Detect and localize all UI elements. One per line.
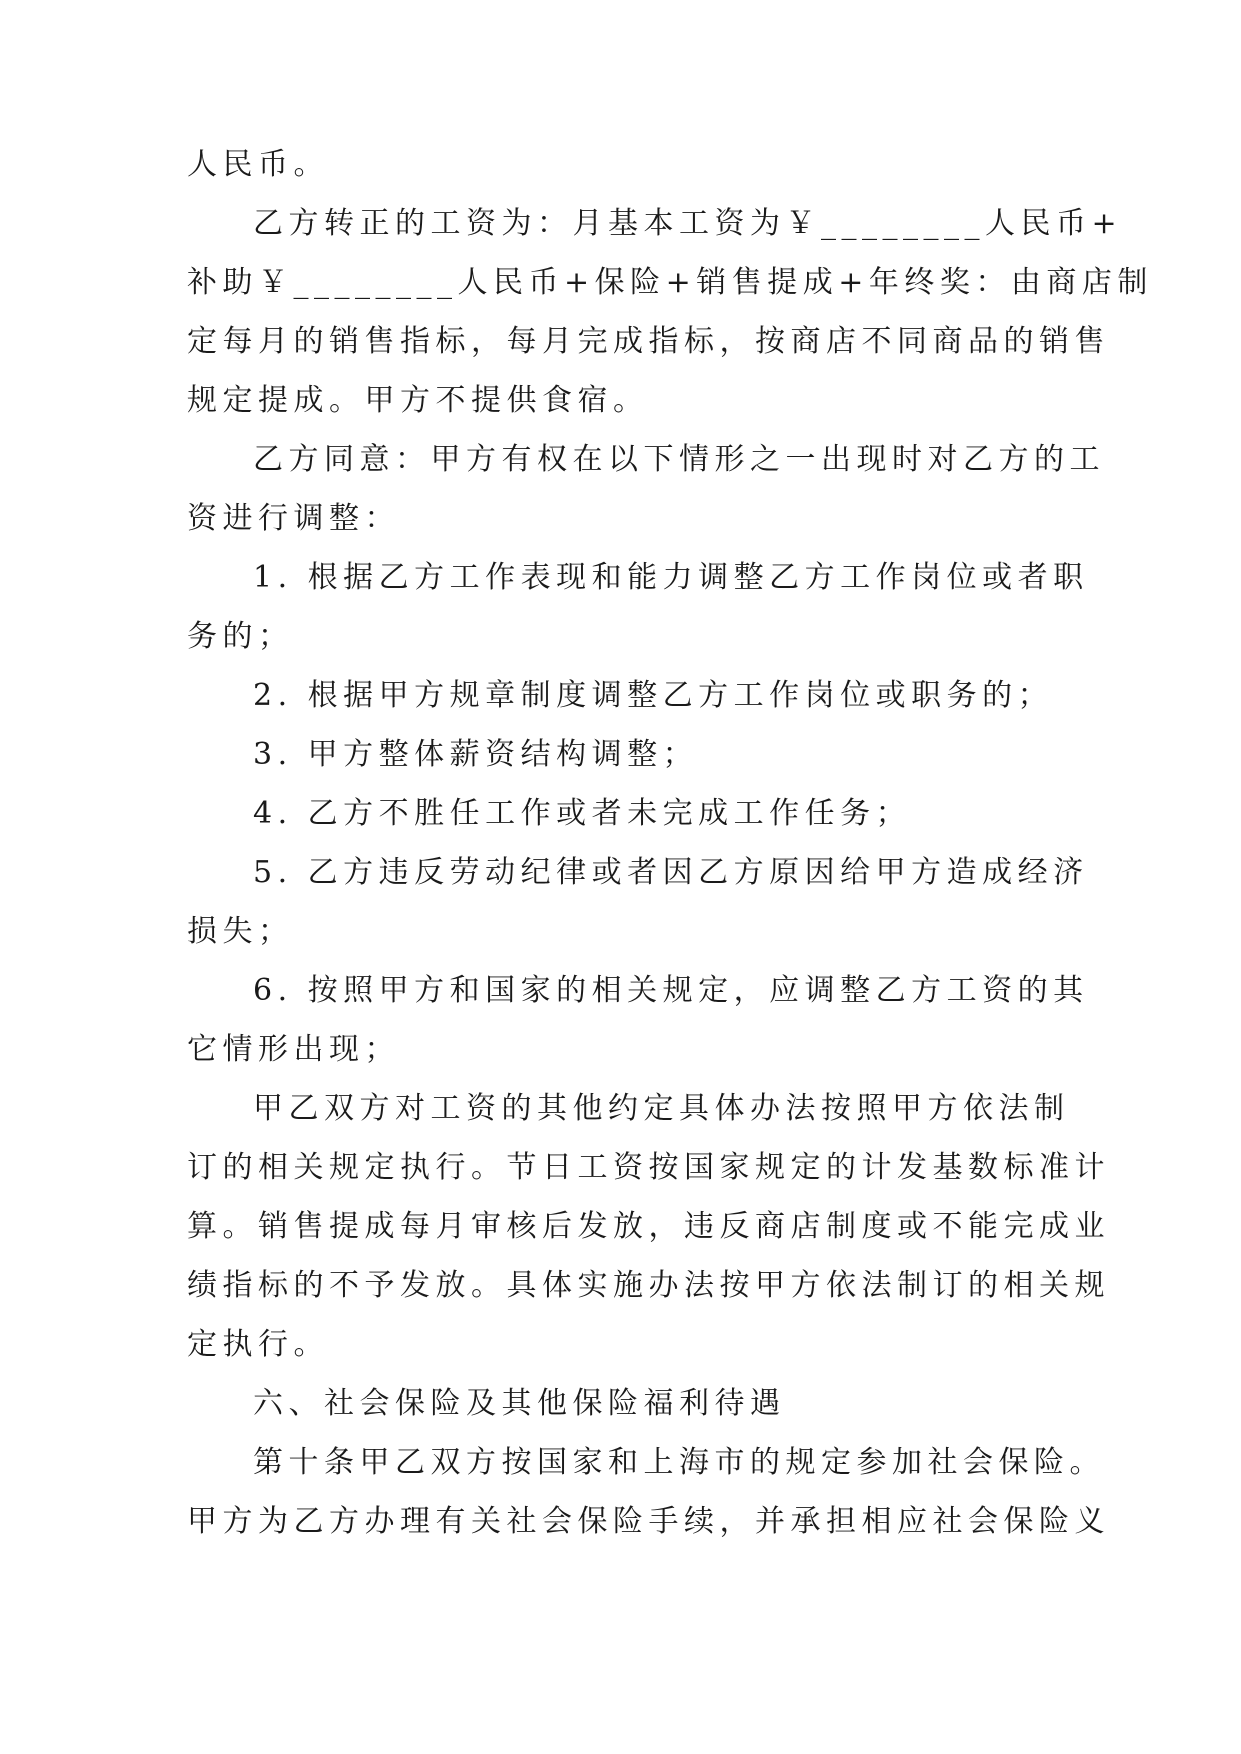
text-line: 人民币。: [187, 147, 329, 182]
text-line: 订的相关规定执行。节日工资按国家规定的计发基数标准计: [187, 1150, 1110, 1185]
text-line: 5. 乙方违反劳动纪律或者因乙方原因给甲方造成经济: [253, 855, 1089, 890]
section-heading: 六、社会保险及其他保险福利待遇: [253, 1386, 786, 1421]
text-line: 3. 甲方整体薪资结构调整；: [253, 737, 699, 772]
text-line: 补助￥________人民币+保险+销售提成+年终奖：由商店制: [187, 265, 1153, 300]
text-line: 甲方为乙方办理有关社会保险手续，并承担相应社会保险义: [187, 1504, 1110, 1539]
text-line: 算。销售提成每月审核后发放，违反商店制度或不能完成业: [187, 1209, 1110, 1244]
text-line: 6. 按照甲方和国家的相关规定，应调整乙方工资的其: [253, 973, 1089, 1008]
text-line: 4. 乙方不胜任工作或者未完成工作任务；: [253, 796, 912, 831]
text-line: 第十条甲乙双方按国家和上海市的规定参加社会保险。: [253, 1445, 1105, 1480]
text-line: 它情形出现；: [187, 1032, 400, 1067]
text-line: 规定提成。甲方不提供食宿。: [187, 383, 649, 418]
text-line: 定每月的销售指标，每月完成指标，按商店不同商品的销售: [187, 324, 1110, 359]
text-line: 损失；: [187, 914, 294, 949]
text-line: 甲乙双方对工资的其他约定具体办法按照甲方依法制: [253, 1091, 1070, 1126]
text-line: 1. 根据乙方工作表现和能力调整乙方工作岗位或者职: [253, 560, 1089, 595]
text-line: 乙方转正的工资为：月基本工资为￥________人民币+: [253, 206, 1123, 241]
text-line: 绩指标的不予发放。具体实施办法按甲方依法制订的相关规: [187, 1268, 1110, 1303]
text-line: 2. 根据甲方规章制度调整乙方工作岗位或职务的；: [253, 678, 1054, 713]
text-line: 资进行调整：: [187, 501, 400, 536]
text-line: 定执行。: [187, 1327, 329, 1362]
text-line: 务的；: [187, 619, 294, 654]
text-line: 乙方同意：甲方有权在以下情形之一出现时对乙方的工: [253, 442, 1105, 477]
